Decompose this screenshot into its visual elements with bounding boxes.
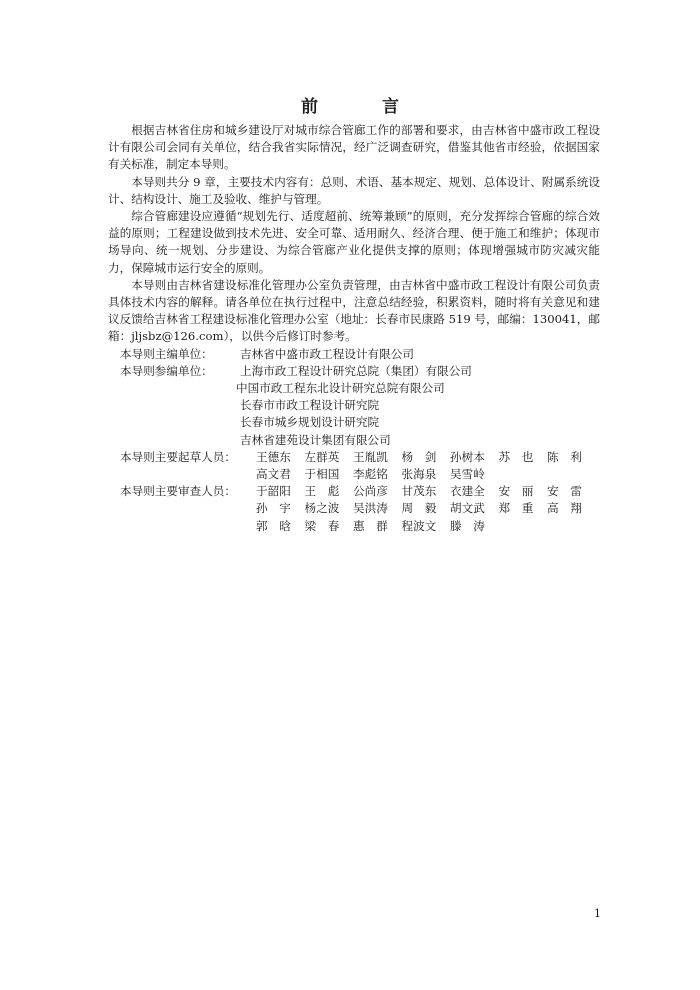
person-name: 吴洪涛 <box>353 501 388 516</box>
person-name: 周 毅 <box>401 501 437 516</box>
credits-list <box>108 346 600 535</box>
person-name: 孙树本 <box>450 449 485 464</box>
person-name: 张海泉 <box>401 467 437 482</box>
person-name: 滕 涛 <box>450 518 485 533</box>
person-name: 于韶阳 <box>256 484 291 499</box>
participating-unit: 长春市市政工程设计研究院 <box>240 398 380 413</box>
reviewers-names <box>248 483 600 535</box>
drafters-line <box>256 449 600 466</box>
paragraph-management: 本导则由吉林省建设标准化管理办公室负责管理，由吉林省中盛市政工程设计有限公司负责具体技术内容的解释。请各单位在执行过程中，注意总结经验，积累资料，随时将有关意见和建议反馈给吉林省工程建设标准化管理办公室（地址：长春市民康路 519 号，邮编：130041，邮箱：jljsbz@126.com），以供今后修订时参考。 <box>108 277 600 344</box>
reviewers-line <box>256 500 600 517</box>
reviewers-line <box>256 483 600 500</box>
person-name: 李彪铭 <box>353 467 388 482</box>
person-name: 王德东 <box>256 449 291 464</box>
person-name: 程波文 <box>401 518 437 533</box>
person-name: 于相国 <box>304 467 340 482</box>
person-name: 衣建全 <box>450 484 485 499</box>
paragraph-principles: 综合管廊建设应遵循“规划先行、适度超前、统筹兼顾”的原则，充分发挥综合管廊的综合效益的原则；工程建设做到技术先进、安全可靠、适用耐久、经济合理、便于施工和维护；体现市场导向、统一规划、分步建设、为综合管廊产业化提供支撑的原则；体现增强城市防灾减灾能力，保障城市运行安全的原则。 <box>108 209 600 275</box>
person-name: 左群英 <box>304 449 340 464</box>
participating-units-row <box>108 363 600 449</box>
drafters-label: 本导则主要起草人员： <box>120 449 236 464</box>
participating-unit: 长春市城乡规划设计研究院 <box>240 415 380 430</box>
person-name: 胡文武 <box>450 501 485 516</box>
participating-units-label: 本导则参编单位： <box>120 363 213 378</box>
participating-unit: 中国市政工程东北设计研究总院有限公司 <box>236 381 445 396</box>
chief-editor-value-wrap <box>228 346 600 363</box>
person-name: 公尚彦 <box>353 484 388 499</box>
person-name: 郭 晗 <box>256 518 291 533</box>
participating-unit: 上海市政工程设计研究总院（集团）有限公司 <box>240 363 472 378</box>
person-name: 甘茂东 <box>401 484 437 499</box>
person-name: 安 丽 <box>498 484 534 499</box>
preface-body <box>108 122 600 535</box>
page-title <box>0 92 700 117</box>
person-name: 梁 春 <box>304 518 340 533</box>
reviewers-line <box>256 518 600 535</box>
chief-editor-value: 吉林省中盛市政工程设计有限公司 <box>240 346 414 361</box>
chief-editor-row <box>108 346 600 363</box>
person-name: 孙 宇 <box>256 501 291 516</box>
person-name: 高 翔 <box>547 501 582 516</box>
chief-editor-label: 本导则主编单位： <box>120 346 213 361</box>
person-name: 吴雪岭 <box>450 467 485 482</box>
person-name: 王胤凯 <box>353 449 388 464</box>
page-number: 1 <box>594 907 601 920</box>
drafters-row <box>108 449 600 483</box>
participating-unit: 吉林省建苑设计集团有限公司 <box>240 432 391 447</box>
title-char-1: 前 <box>301 97 318 117</box>
person-name: 郑 重 <box>498 501 534 516</box>
person-name: 杨 剑 <box>401 449 437 464</box>
person-name: 王 彪 <box>304 484 340 499</box>
person-name: 安 雷 <box>547 484 582 499</box>
drafters-names <box>248 449 600 483</box>
participating-units-list <box>228 363 600 449</box>
person-name: 苏 也 <box>498 449 534 464</box>
person-name: 陈 利 <box>547 449 582 464</box>
person-name: 惠 群 <box>353 518 388 533</box>
title-char-2: 言 <box>382 97 399 117</box>
drafters-line <box>256 466 600 483</box>
paragraph-contents: 本导则共分 9 章，主要技术内容有：总则、术语、基本规定、规划、总体设计、附属系统设计、结构设计、施工及验收、维护与管理。 <box>108 174 600 206</box>
reviewers-label: 本导则主要审查人员： <box>120 484 236 499</box>
person-name: 杨之波 <box>304 501 340 516</box>
reviewers-row <box>108 483 600 535</box>
person-name: 高文君 <box>256 467 291 482</box>
paragraph-basis: 根据吉林省住房和城乡建设厅对城市综合管廊工作的部署和要求，由吉林省中盛市政工程设计有限公司会同有关单位，结合我省实际情况，经广泛调查研究，借鉴其他省市经验，依据国家有关标准，制定本导则。 <box>108 123 600 172</box>
